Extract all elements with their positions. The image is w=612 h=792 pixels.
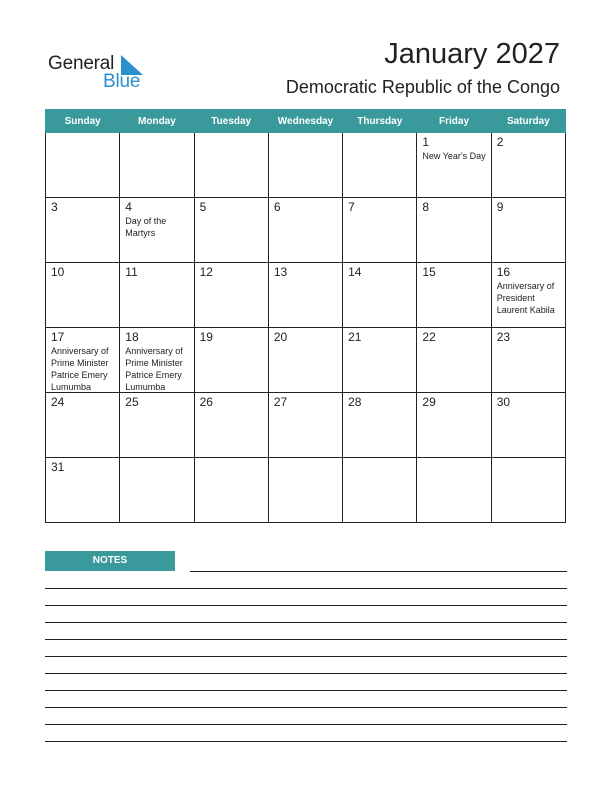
note-line [45, 656, 567, 657]
day-number: 30 [496, 395, 511, 409]
day-number: 17 [51, 330, 65, 344]
day-cell [268, 198, 342, 263]
day-cell [491, 263, 565, 328]
day-cell [417, 198, 491, 263]
day-number: 22 [422, 330, 436, 344]
day-cell [194, 198, 268, 263]
day-number: 11 [125, 265, 138, 279]
weekday-wednesday: Wednesday [268, 110, 342, 133]
weekday-friday: Friday [417, 110, 491, 133]
day-cell [343, 458, 417, 523]
day-cell [46, 393, 120, 458]
day-number: 21 [348, 330, 362, 344]
calendar-grid [45, 109, 566, 523]
day-cell [268, 458, 342, 523]
week-row [46, 133, 566, 198]
day-cell [194, 458, 268, 523]
note-line [45, 673, 567, 674]
day-cell [268, 393, 342, 458]
weekday-header-row [46, 110, 566, 133]
day-cell [343, 198, 417, 263]
day-cell [491, 393, 565, 458]
holiday-label: Anniversary of President Laurent Kabila [496, 281, 555, 315]
day-number: 9 [496, 200, 504, 214]
day-number: 23 [496, 330, 511, 344]
day-cell [417, 133, 491, 198]
day-number: 18 [125, 330, 139, 344]
day-cell [46, 458, 120, 523]
day-cell [417, 263, 491, 328]
day-cell [343, 133, 417, 198]
day-number: 10 [51, 265, 65, 279]
note-line [45, 622, 567, 623]
day-cell [268, 133, 342, 198]
holiday-label: New Year's Day [422, 151, 486, 161]
day-cell [417, 328, 491, 393]
day-number: 29 [422, 395, 436, 409]
day-number: 15 [422, 265, 436, 279]
weekday-thursday: Thursday [343, 110, 417, 133]
note-line [190, 571, 567, 572]
day-cell [268, 263, 342, 328]
holiday-label: Day of the Martyrs [125, 216, 167, 238]
note-line [45, 707, 567, 708]
day-number: 16 [496, 265, 511, 279]
notes-label: NOTES [45, 551, 175, 571]
day-number: 12 [199, 265, 213, 279]
weekday-monday: Monday [120, 110, 194, 133]
day-cell [417, 458, 491, 523]
day-cell [194, 328, 268, 393]
day-number: 19 [199, 330, 213, 344]
day-cell [343, 263, 417, 328]
day-cell [343, 393, 417, 458]
day-number: 24 [51, 395, 65, 409]
note-line [45, 588, 567, 589]
note-line [45, 724, 567, 725]
week-row [46, 198, 566, 263]
day-cell [491, 328, 565, 393]
note-line [45, 690, 567, 691]
day-cell [491, 198, 565, 263]
day-number: 4 [125, 200, 132, 214]
day-number: 20 [273, 330, 288, 344]
day-number: 14 [348, 265, 362, 279]
weekday-tuesday: Tuesday [194, 110, 268, 133]
day-number: 5 [199, 200, 207, 214]
note-line [45, 639, 567, 640]
day-cell [194, 263, 268, 328]
day-number: 26 [199, 395, 213, 409]
week-row [46, 328, 566, 393]
weekday-sunday: Sunday [46, 110, 120, 133]
logo-word-blue: Blue [103, 71, 141, 92]
day-number: 1 [422, 135, 430, 149]
day-number: 8 [422, 200, 430, 214]
day-cell [194, 393, 268, 458]
day-cell [491, 458, 565, 523]
day-cell [120, 198, 194, 263]
calendar-title: January 2027 [384, 38, 560, 70]
day-number: 31 [51, 460, 65, 474]
week-row [46, 263, 566, 328]
holiday-label: Anniversary of Prime Minister Patrice Emery Lumumba [125, 346, 183, 392]
day-cell [194, 133, 268, 198]
day-cell [120, 328, 194, 393]
day-cell [120, 393, 194, 458]
note-line [45, 605, 567, 606]
day-cell [120, 458, 194, 523]
day-cell [46, 133, 120, 198]
day-cell [120, 263, 194, 328]
general-blue-logo [48, 53, 148, 93]
country-name: Democratic Republic of the Congo [285, 77, 560, 97]
day-cell [46, 263, 120, 328]
day-number: 3 [51, 200, 58, 214]
holiday-label: Anniversary of Prime Minister Patrice Emery Lumumba [51, 346, 109, 392]
day-number: 7 [348, 200, 355, 214]
day-cell [343, 328, 417, 393]
week-row [46, 393, 566, 458]
day-cell [120, 133, 194, 198]
weekday-saturday: Saturday [491, 110, 565, 133]
week-row [46, 458, 566, 523]
day-number: 28 [348, 395, 362, 409]
day-cell [268, 328, 342, 393]
day-number: 6 [273, 200, 281, 214]
day-number: 13 [273, 265, 288, 279]
day-cell [46, 198, 120, 263]
day-number: 2 [496, 135, 504, 149]
note-line [45, 741, 567, 742]
day-cell [417, 393, 491, 458]
logo-word-general: General [48, 53, 115, 74]
day-number: 25 [125, 395, 139, 409]
day-cell [46, 328, 120, 393]
day-cell [491, 133, 565, 198]
day-number: 27 [273, 395, 288, 409]
